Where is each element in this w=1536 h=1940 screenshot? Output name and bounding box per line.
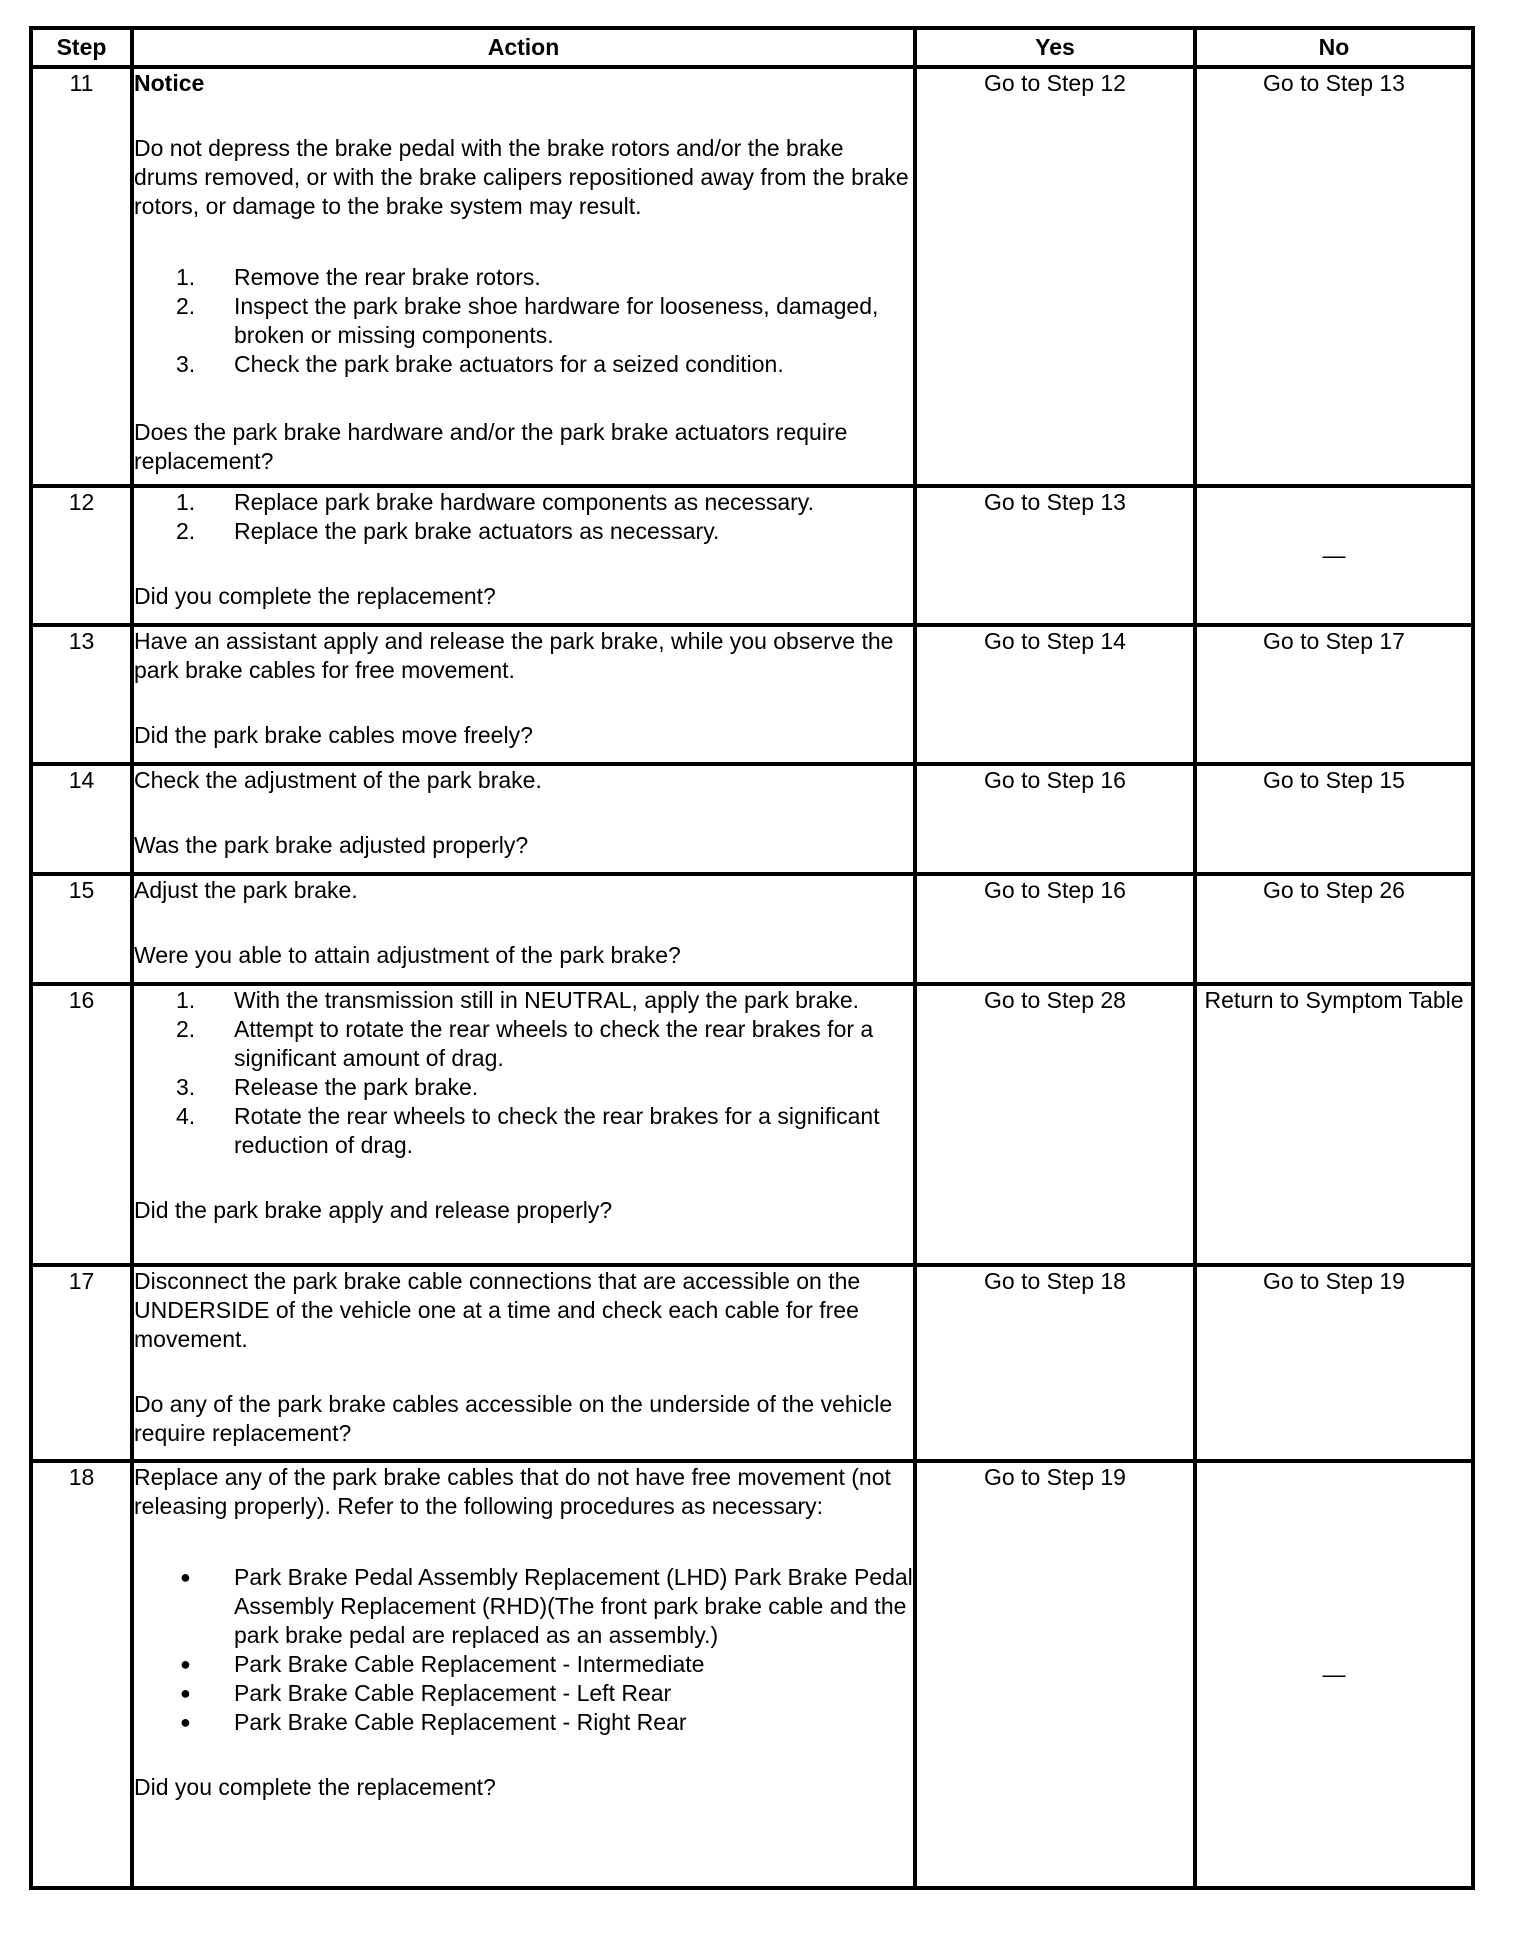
table-row: [31, 1265, 1473, 1461]
list-item: ● Park Brake Cable Replacement - Right Rear: [180, 1709, 687, 1735]
action-steps: [134, 488, 913, 546]
instruction-text: Check the adjustment of the park brake.: [134, 767, 542, 793]
procedure-list: [134, 1563, 913, 1737]
table-row: [31, 874, 1473, 984]
question-text: Do any of the park brake cables accessible on the underside of the vehicle require replacement?: [134, 1391, 893, 1446]
yes-result: Go to Step 18: [915, 1265, 1195, 1461]
yes-result: Go to Step 16: [915, 764, 1195, 874]
list-item: 1. Remove the rear brake rotors.: [176, 264, 541, 290]
table-row: [31, 764, 1473, 874]
yes-result: Go to Step 16: [915, 874, 1195, 984]
table-row: [31, 67, 1473, 486]
no-result: —: [1195, 486, 1473, 625]
notice-label: Notice: [134, 70, 205, 96]
header-row: [31, 28, 1473, 67]
instruction-text: Replace any of the park brake cables that do not have free movement (not releasing properly). Refer to the following procedures as necessary:: [134, 1464, 891, 1519]
diagnostic-table: [29, 26, 1475, 1890]
action-cell: [132, 1461, 915, 1888]
no-result: Go to Step 15: [1195, 764, 1473, 874]
list-item: ● Park Brake Cable Replacement - Intermediate: [180, 1651, 705, 1677]
action-cell: [132, 1265, 915, 1461]
no-result: Go to Step 13: [1195, 67, 1473, 486]
list-item: 2. Replace the park brake actuators as necessary.: [176, 518, 720, 544]
step-number: 11: [31, 67, 132, 486]
header-yes: Yes: [915, 28, 1195, 67]
step-number: 12: [31, 486, 132, 625]
step-number: 16: [31, 984, 132, 1265]
step-number: 18: [31, 1461, 132, 1888]
table-row: [31, 625, 1473, 764]
header-action: Action: [132, 28, 915, 67]
list-item: 1. With the transmission still in NEUTRAL, apply the park brake.: [176, 987, 860, 1013]
question-text: Did the park brake apply and release properly?: [134, 1197, 613, 1223]
list-item: 2. Attempt to rotate the rear wheels to check the rear brakes for a significant amount of drag.: [176, 1016, 874, 1071]
list-item: 1. Replace park brake hardware components as necessary.: [176, 489, 814, 515]
list-item: 4. Rotate the rear wheels to check the rear brakes for a significant reduction of drag.: [176, 1103, 880, 1158]
no-result: —: [1195, 1461, 1473, 1888]
no-result: Go to Step 26: [1195, 874, 1473, 984]
yes-result: Go to Step 13: [915, 486, 1195, 625]
question-text: Does the park brake hardware and/or the park brake actuators require replacement?: [134, 419, 848, 474]
step-number: 14: [31, 764, 132, 874]
question-text: Did you complete the replacement?: [134, 583, 496, 609]
question-text: Were you able to attain adjustment of the park brake?: [134, 942, 681, 968]
question-text: Was the park brake adjusted properly?: [134, 832, 529, 858]
list-item: 2. Inspect the park brake shoe hardware for looseness, damaged, broken or missing components.: [176, 293, 879, 348]
list-item: 3. Release the park brake.: [176, 1074, 479, 1100]
action-cell: [132, 67, 915, 486]
action-steps: [134, 263, 913, 379]
question-text: Did you complete the replacement?: [134, 1774, 496, 1800]
action-cell: [132, 486, 915, 625]
table-row: [31, 1461, 1473, 1888]
instruction-text: Adjust the park brake.: [134, 877, 358, 903]
question-text: Did the park brake cables move freely?: [134, 722, 533, 748]
action-cell: [132, 874, 915, 984]
step-number: 17: [31, 1265, 132, 1461]
step-number: 13: [31, 625, 132, 764]
step-number: 15: [31, 874, 132, 984]
header-step: Step: [31, 28, 132, 67]
yes-result: Go to Step 19: [915, 1461, 1195, 1888]
yes-result: Go to Step 12: [915, 67, 1195, 486]
table-row: [31, 486, 1473, 625]
no-result: Return to Symptom Table: [1195, 984, 1473, 1265]
notice-text: Do not depress the brake pedal with the brake rotors and/or the brake drums removed, or with the brake calipers repositioned away from the brake rotors, or damage to the brake system may result.: [134, 135, 909, 219]
list-item: ● Park Brake Cable Replacement - Left Rear: [180, 1680, 672, 1706]
no-result: Go to Step 19: [1195, 1265, 1473, 1461]
action-steps: [134, 986, 913, 1160]
instruction-text: Have an assistant apply and release the park brake, while you observe the park brake cables for free movement.: [134, 628, 894, 683]
list-item: ● Park Brake Pedal Assembly Replacement (LHD) Park Brake Pedal Assembly Replacement (RHD)(The front park brake cable and the park brake pedal are replaced as an assembly.): [180, 1564, 913, 1648]
action-cell: [132, 764, 915, 874]
list-item: 3. Check the park brake actuators for a seized condition.: [176, 351, 784, 377]
action-cell: [132, 625, 915, 764]
instruction-text: Disconnect the park brake cable connections that are accessible on the UNDERSIDE of the vehicle one at a time and check each cable for free movement.: [134, 1268, 861, 1352]
table-row: [31, 984, 1473, 1265]
yes-result: Go to Step 14: [915, 625, 1195, 764]
header-no: No: [1195, 28, 1473, 67]
action-cell: [132, 984, 915, 1265]
yes-result: Go to Step 28: [915, 984, 1195, 1265]
no-result: Go to Step 17: [1195, 625, 1473, 764]
